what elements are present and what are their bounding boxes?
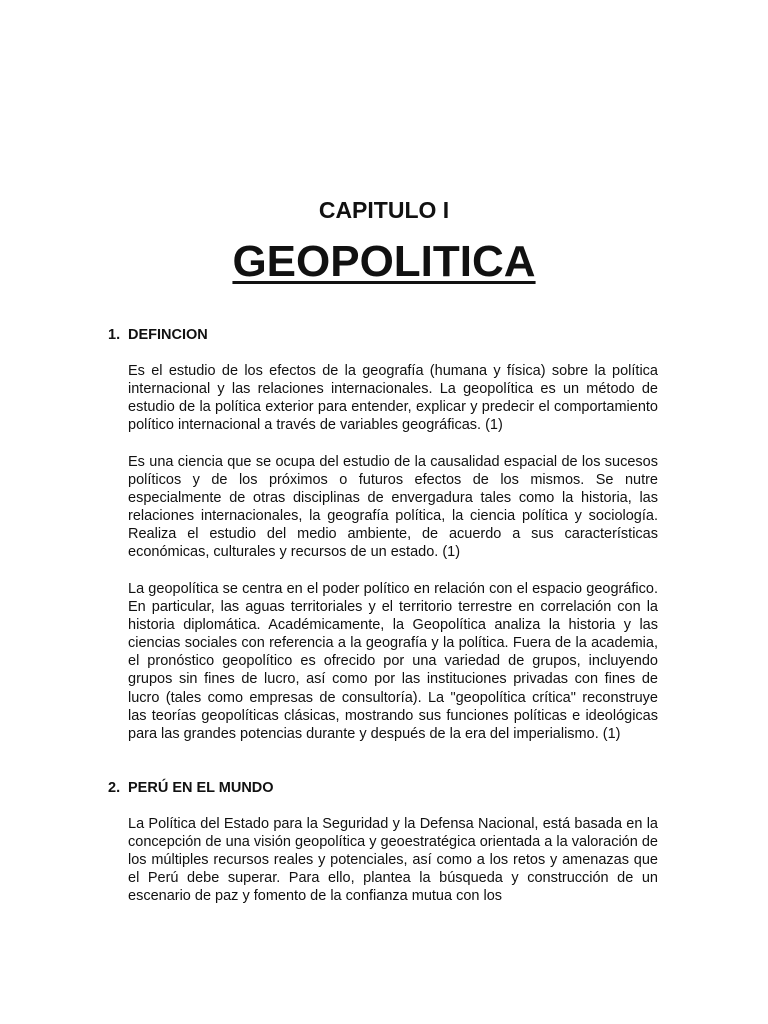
section-heading-peru-en-el-mundo [108, 779, 274, 797]
page-title: GEOPOLITICA [232, 237, 536, 286]
paragraph: La geopolítica se centra en el poder político en relación con el espacio geográfico. En particular, las aguas territoriales y el territorio terrestre en correlación con la historia diplomática. Académicamente, la Geopolítica analiza la historia y las ciencias sociales con referencia a la geografía y la política. Fuera de la academia, el pronóstico geopolítico es ofrecido por una variedad de grupos, incluyendo grupos sin fines de lucro, así como por las instituciones privadas con fines de lucro (tales como empresas de consultoría). La "geopolítica crítica" reconstruye las teorías geopolíticas clásicas, mostrando sus funciones políticas e ideológicas para las grandes potencias durante y después de la era del imperialismo. (1) [128, 581, 658, 742]
section-heading-text: DEFINCION [128, 327, 208, 343]
paragraph: La Política del Estado para la Seguridad y la Defensa Nacional, está basada en la concepción de una visión geopolítica y geoestratégica orientada a la valoración de los múltiples recursos reales y potenciales, así como a los retos y amenazas que el Perú debe superar. Para ello, plantea la búsqueda y construcción de un escenario de paz y fomento de la confianza mutua con los [128, 816, 658, 905]
section-number: 2. [108, 780, 121, 796]
paragraph: Es una ciencia que se ocupa del estudio de la causalidad espacial de los sucesos políticos y de los próximos o futuros efectos de los mismos. Se nutre especialmente de otras disciplinas de envergadura tales como la historia, las relaciones internacionales, la geografía política, la ciencia política y sociología. Realiza el estudio del medio ambiente, de acuerdo a sus características económicas, culturales y recursos de un estado. (1) [128, 454, 658, 561]
section-heading-definicion [108, 326, 208, 344]
paragraph: Es el estudio de los efectos de la geografía (humana y física) sobre la política internacional y las relaciones internacionales. La geopolítica es un método de estudio de la política exterior para entender, explicar y predecir el comportamiento político internacional a través de variables geográficas. (1) [128, 363, 658, 434]
chapter-label: CAPITULO I [318, 197, 450, 223]
section-number: 1. [108, 327, 121, 343]
section-heading-text: PERÚ EN EL MUNDO [128, 780, 274, 796]
